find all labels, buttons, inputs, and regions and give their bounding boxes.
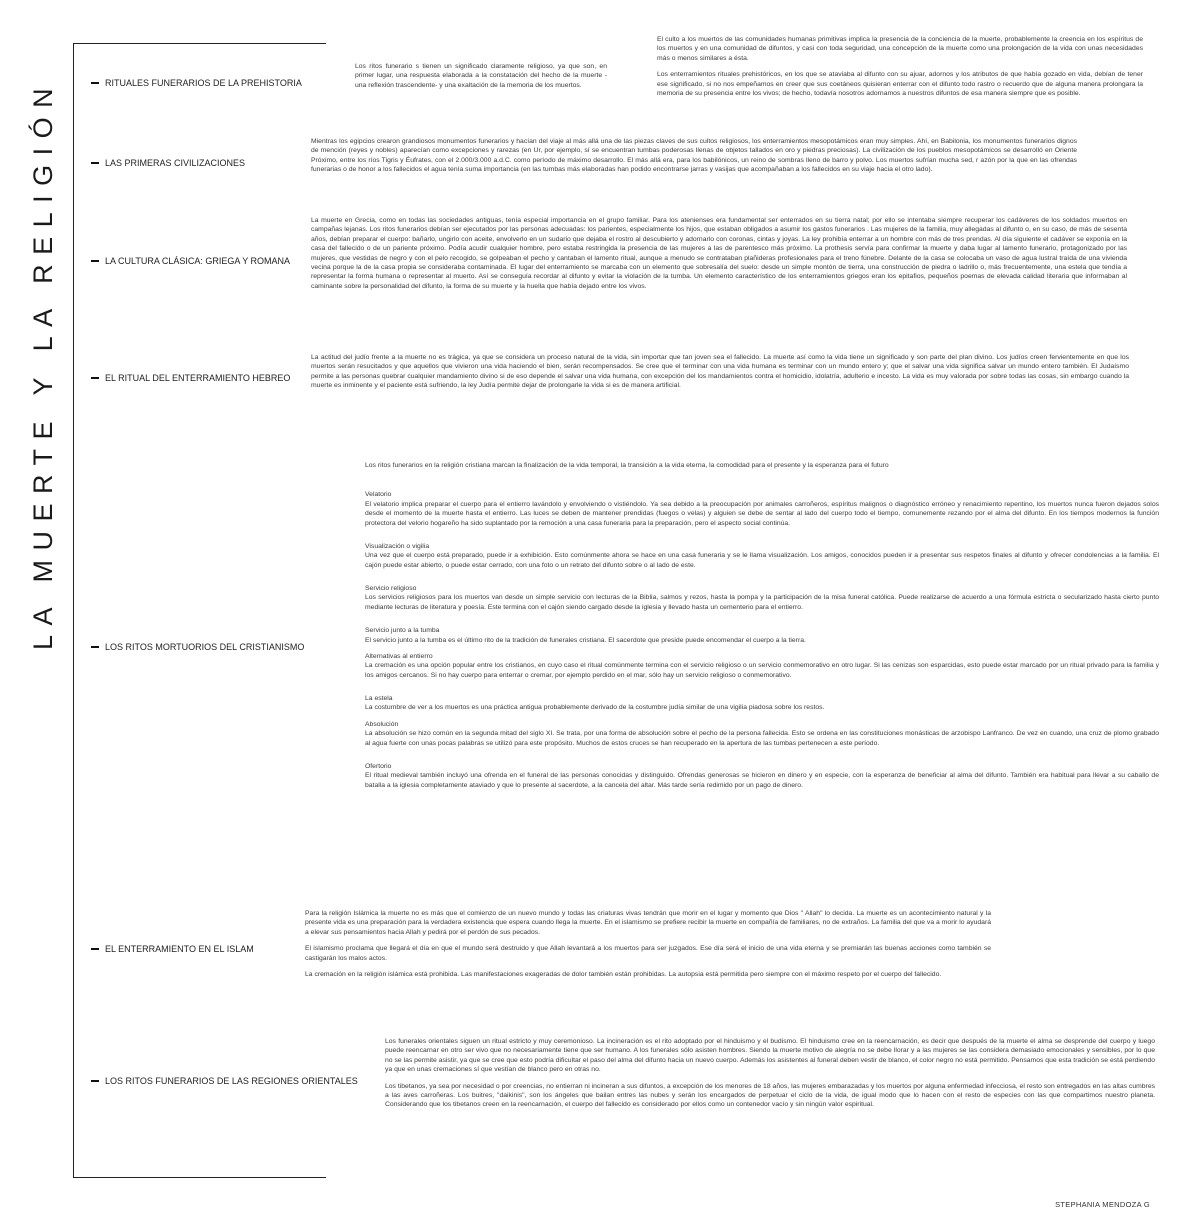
section-label-cristianismo — [91, 642, 304, 652]
section-label-clasica — [91, 256, 290, 266]
section-label-prehistoria — [91, 78, 302, 88]
subheading: Absolución — [365, 720, 399, 728]
paragraph: La costumbre de ver a los muertos es una práctica antigua probablemente derivado de la costumbre judía similar de una vigilia piadosa sobre los restos. — [365, 704, 825, 712]
paragraph: El ritual medieval también incluyó una ofrenda en el funeral de las personas conocidas y distinguido. Ofrendas generosas se hicieron en dinero y en especie, con la esperanza de beneficiar al alma del difunto. También era habitual para llevar a su caballo de batalla a la iglesia completamente ataviado y que lo presente al sacerdote, a la cancela del altar. Más tarde sería redimido por un pago de dinero. — [365, 772, 1159, 789]
paragraph: Para la religión Islámica la muerte no es más que el comienzo de un nuevo mundo y todas las criaturas vivas tendrán que morir en el lugar y momento que Dios " Allah" lo decida. La muerte es un acontecimiento natural y la presente vida es una preparación para la verdadera existencia que espera cuando llega la muerte. En el islamismo se prefiere recibir la muerte en compañía de familiares, no de extraños. La familia del que va a morir lo ayudará a elevar sus pensamientos hacia Allah y pedirá por el perdón de sus pecados. — [305, 910, 991, 936]
dash-marker — [91, 260, 99, 262]
subheading: La estela — [365, 695, 393, 702]
paragraph: Los tibetanos, ya sea por necesidad o por creencias, no entierran ni incineran a sus difuntos, a excepción de los menores de 18 años, las mujeres embarazadas y los muertos por alguna enfermedad infecciosa, el resto son entregados en las altas cumbres a las aves carroñeras. Los buitres, "daikinis", son los ángeles que bailan entres las nubes y serán los encargados de perpetuar el ciclo de la vida, de igual modo que lo hacen con el resto de especies con las que compartimos nuestro planeta. Considerando que los tibetanos creen en la reencarnación, el cuerpo del fallecido es considerado por ellos como un contenedor vacío y sin ningún valor espiritual. — [385, 1082, 1155, 1109]
paragraph: Los servicios religiosos para los muertos van desde un simple servicio con lecturas de la Biblia, salmos y rezos, hasta la pompa y la participación de la misa funeral católica. Puede realizarse de acuerdo a una fórmula estricta o secularizado hasta cierto punto mediante lecturas de literatura y poesía. Este termina con el cajón siendo cargado desde la iglesia y llevado hasta un cementerio para el entierro. — [365, 594, 1159, 611]
islam-body — [305, 909, 991, 979]
dash-marker — [91, 646, 99, 648]
section-label-orientales — [91, 1076, 358, 1086]
dash-marker — [91, 82, 99, 84]
paragraph: Una vez que el cuerpo está preparado, puede ir a exhibición. Esto comúnmente ahora se hace en una casa funeraria y se le llama visualización. Los amigos, conocidos pueden ir a presentar sus respetos finales al difunto y ofrecer condolencias a la familia. El cajón puede estar abierto, o puede estar cerrado, con una foto o un retrato del difunto sobre o al lado de este. — [365, 552, 1159, 569]
section-label-hebreo — [91, 373, 290, 383]
section-title: EL RITUAL DEL ENTERRAMIENTO HEBREO — [105, 373, 291, 383]
dash-marker — [91, 1080, 99, 1082]
subheading: Servicio junto a la tumba — [365, 627, 440, 635]
hebreo-body: La actitud del judío frente a la muerte no es trágica, ya que se considera un proceso natural de la vida, sin importar que tan joven sea el fallecido. La muerte así como la vida tiene un significado y son parte del plan divino. Los judíos creen fervientemente en que los muertos serán resucitados y que aquellos que vivieron una vida haciendo el bien, serán recompensados. Se cree que el terminar con una vida humana es terminar con un mundo entero y; que el salvar una vida significa salvar un mundo entero también. El Judaísmo permite a las personas quebrar cualquier mandamiento divino si de eso depende el salvar una vida humana, con excepción del los mandamientos contra el homicidio, idolatría, adulterio e incesto. La vida es muy valorada por sobre todas las cosas, sin embargo cuando la muerte es inminente y el paciente está sufriendo, la ley Judía permite dejar de prolongarle la vida si es de manera artificial. — [311, 354, 1129, 390]
section-title: EL ENTERRAMIENTO EN EL ISLAM — [105, 944, 254, 954]
vertical-title: LA MUERTE Y LA RELIGIÓN — [28, 78, 58, 650]
section-title: LA CULTURA CLÁSICA: GRIEGA Y ROMANA — [105, 256, 291, 266]
dash-marker — [91, 162, 99, 164]
clasica-body: La muerte en Grecia, como en todas las sociedades antiguas, tenía especial importancia en el grupo familiar. Para los atenienses era fundamental ser enterrados en su tierra natal; por ello se intentaba siempre recuperar los cadáveres de los soldados muertos en campañas lejanas. Los ritos funerarios debían ser ejecutados por las personas adecuadas: los parientes, especialmente los hijos, que estaban obligados a asumir los gastos funerarios . Las mujeres de la familia, muy allegadas al difunto o, en su caso, de más de sesenta años, debían preparar el cuerpo: bañarlo, ungirlo con aceite, envolverlo en un sudario que dejaba el rostro al descubierto y adornarlo con coronas, cintas y joyas. La ley prohibía enterrar a un hombre con más de tres prendas. Al día siguiente el cadáver se exponía en la casa del fallecido o de un pariente próximo. Podía acudir cualquier hombre, pero estaba restringida la presencia de las mujeres a las de parentesco más próximo. La prothesis servía para confirmar la muerte y daba lugar al lamento funerario, protagonizado por las mujeres, que vestidas de negro y con el pelo recogido, se golpeaban el pecho y cantaban el lamento ritual, aunque a menudo se contrataban plañideras profesionales para el treno fúnebre. Delante de la casa se colocaba un vaso de agua lustral traída de una vivienda vecina porque la de la casa propia se consideraba contaminada. El lugar del enterramiento se marcaba con un elemento que sobresalía del suelo: desde un simple montón de tierra, una construcción de piedra o ladrillo o, más frecuentemente, una estela que tendía a representar la forma humana o representar al muerto. Así se conseguía recordar al difunto y evitar la violación de la tumba. Un elemento característico de los enterramientos griegos eran los epitafios, pequeños poemas de elevada calidad literaria que informaban al caminante sobre la personalidad del difunto, la forma de su muerte y la huella que había dejado entre los vivos. — [311, 217, 1127, 290]
subheading: Visualización o vigilia — [365, 542, 430, 550]
section-title: LOS RITOS MORTUORIOS DEL CRISTIANISMO — [105, 642, 305, 652]
section-title: RITUALES FUNERARIOS DE LA PREHISTORIA — [105, 78, 302, 88]
paragraph: Los ritos funerarios en la religión cristiana marcan la finalización de la vida temporal, la transición a la vida eterna, la comodidad para el presente y la esperanza para el futuro — [365, 462, 889, 469]
paragraph: La cremación es una opción popular entre los cristianos, en cuyo caso el ritual comúnmente termina con el servicio religioso o un servicio conmemorativo en otro lugar. Si las cenizas son esparcidas, esto puede estar marcado por un ritual privado para la familia y los amigos cercanos. Si no hay cuerpo para enterrar o cremar, por ejemplo perdido en el mar, sólo hay un servicio religioso o conmemorativo. — [365, 662, 1159, 679]
timeline-bracket — [73, 43, 326, 1178]
orientales-body — [385, 1037, 1155, 1110]
section-title: LOS RITOS FUNERARIOS DE LAS REGIONES ORIENTALES — [105, 1076, 358, 1086]
paragraph: Los funerales orientales siguen un ritual estricto y muy ceremonioso. La incineración es el rito adoptado por el hinduismo y el budismo. El hinduismo cree en la reencarnación, es decir que después de la muerte el alma se desprende del cuerpo y luego puede reencarnar en otro ser vivo que no necesariamente tiene que ser humano. A los funerales sólo asisten hombres. Siendo la muerte motivo de alegría no se debe llorar y a las mujeres se las considera demasiado emocionales y sensibles, por lo que no se las permite asistir, ya que se cree que esto podría dificultar el paso del alma del difunto hacia un nuevo cuerpo. Además los asistentes al funeral deben vestir de blanco, el color negro no está permitido. Pensamos que esta tradición se está perdiendo ya que en unas cremaciones sí que vestían de blanco pero en otras no. — [385, 1038, 1155, 1074]
prehistoria-intro: Los ritos funerario s tienen un significado claramente religioso, ya que son, en primer lugar, una respuesta elaborada a la constatación del hecho de la muerte -una reflexión trascendente- y una exaltación de la memoria de los muertos. — [355, 63, 607, 89]
section-title: LAS PRIMERAS CIVILIZACIONES — [105, 158, 246, 168]
paragraph: El islamismo proclama que llegará el día en que el mundo será destruido y que Allah levantará a los muertos para ser juzgados. Ese día será el inicio de una vida eterna y se premiarán las buenas acciones como también se castigarán los malos actos. — [305, 945, 991, 962]
dash-marker — [91, 377, 99, 379]
paragraph: La absolución se hizo común en la segunda mitad del siglo XI. Se trata, por una forma de absolución sobre el pecho de la persona fallecida. Esto se ordena en las constituciones monásticas de arzobispo Lanfranco. De vez en cuando, una cruz de plomo grabado al agua fuerte con unas pocas palabras se utilizó para este propósito. Muchos de estos cruces se han recuperado en la apertura de las tumbas pertenecen a este período. — [365, 730, 1159, 747]
subheading: Velatorio — [365, 491, 392, 499]
prehistoria-body — [657, 35, 1143, 98]
dash-marker — [91, 948, 99, 950]
author-credit: STEPHANIA MENDOZA G — [1055, 1200, 1150, 1209]
subheading: Servicio religioso — [365, 585, 417, 592]
subheading: Alternativas al entierro — [365, 652, 433, 660]
paragraph: El culto a los muertos de las comunidades humanas primitivas implica la presencia de la conciencia de la muerte, probablemente la creencia en los espíritus de los muertos y en una comunidad de difuntos, y casi con toda seguridad, una concepción de la muerte como una prolongación de la vida con unas necesidades más o menos similares a ésta. — [657, 36, 1143, 62]
subheading: Ofertorio — [365, 762, 392, 770]
civilizaciones-body: Mientras los egipcios crearon grandiosos monumentos funerarios y hacían del viaje al más allá una de las piezas claves de sus cultos religiosos, los enterramientos mesopotámicos eran muy simples. Ahí, en Babilonia, los monumentos funerarios dignos de mención (reyes y nobles) aparecían como excepciones y rarezas (en Ur, por ejemplo, sí se encuentran tumbas poderosas llenas de objetos tallados en oro y piedras preciosas). La civilización de los pueblos mesopotámicos se desarrolló en Oriente Próximo, entre los ríos Tigris y Éufrates, con el 2.000/3.000 a.d.C. como período de máximo desarrollo. El más allá era, para los babilónicos, un reino de sombras lleno de barro y polvo. Los muertos sufrían mucha sed, r azón por la que en las ofrendas funerarias o de honor a los fallecidos el agua tenía suma importancia (en las tumbas más elaboradas han podido encontrarse jarras y vasijas que acompañaban a los fallecidos en su viaje hacia el otro lado). — [311, 138, 1077, 174]
paragraph: El servicio junto a la tumba es el último rito de la tradición de funerales cristiana. El sacerdote que preside puede encomendar el cuerpo a la tierra. — [365, 636, 806, 644]
section-label-islam — [91, 944, 254, 954]
paragraph: La cremación en la religión islámica está prohibida. Las manifestaciones exageradas de dolor también están prohibidas. La autopsia está permitida pero siempre con el máximo respeto por el cuerpo del fallecido. — [305, 970, 942, 978]
paragraph: El velatorio implica preparar el cuerpo para el entierro lavándolo y envolviendo o vistiéndolo. Ya sea debido a la preocupación por animales carroñeros, espíritus malignos o diagnóstico erróneo y renacimiento repentino, los muertos nunca fueron dejados solos desde el momento de la muerte hasta el entierro. Las luces se deben de mantener prendidas (fuegos o velas) y alguien se debe de sentar al lado del cuerpo todo el tiempo, comunemente rezando por el alma del difunto. En los tiempos modernos la función protectora del velorio hogareño ha sido suplantado por la remoción a una casa funeraria para la preparación, pero el aspecto social continúa. — [365, 500, 1159, 527]
cristianismo-body — [365, 461, 1159, 790]
paragraph: Los enterramientos rituales prehistóricos, en los que se ataviaba al difunto con su ajuar, adornos y los atributos de que había gozado en vida, debían de tener ese significado, si no nos empeñamos en creer que sus coetáneos quisieran enterrar con el difunto todo rastro o recuerdo que de alguna manera prolongara la memoria de su presencia entre los vivos; de hecho, todavía nosotros adornamos a nuestros difuntos de esa manera siempre que es posible. — [657, 71, 1143, 97]
section-label-civilizaciones — [91, 158, 245, 168]
